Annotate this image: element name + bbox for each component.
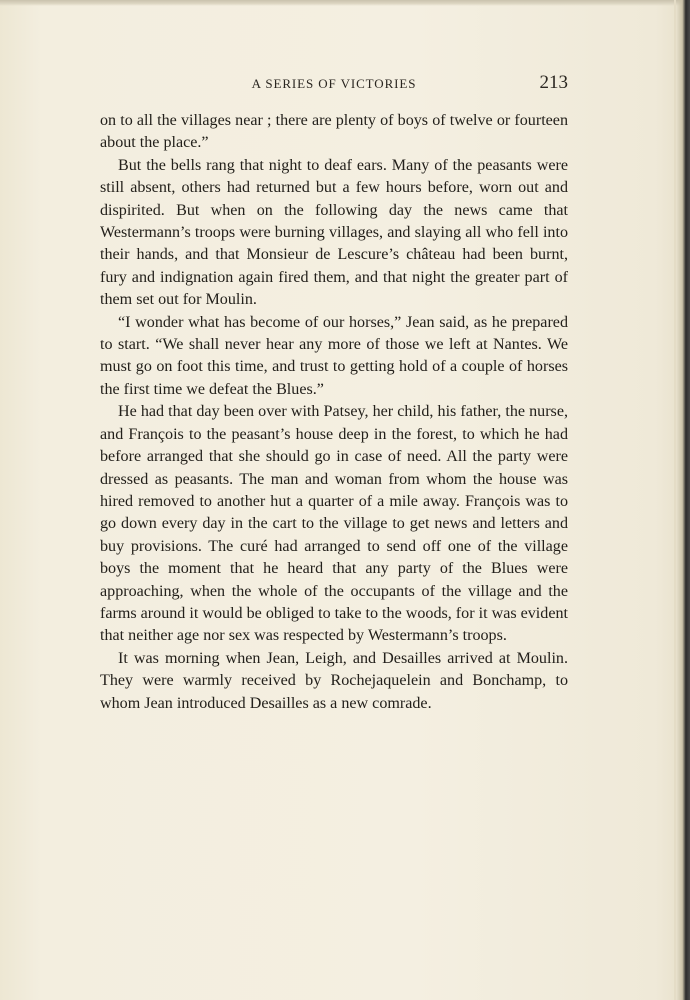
- body-text: [100, 110, 568, 715]
- book-edge-shadow: [676, 0, 690, 1000]
- top-rule: [0, 0, 690, 6]
- page-number: 213: [539, 72, 568, 93]
- paragraph-5: It was morning when Jean, Leigh, and Desailles arrived at Moulin. They were warmly received by Rochejaquelein and Bonchamp, to whom Jean introduced Desailles as a new comrade.: [100, 649, 568, 712]
- paragraph-1: on to all the villages near ; there are plenty of boys of twelve or fourteen about the place.”: [100, 112, 568, 152]
- paragraph-4: He had that day been over with Patsey, her child, his father, the nurse, and François to the peasant’s house deep in the forest, to which he had before arranged that she should go in case of need. All the party were dressed as peasants. The man and woman from whom the house was hired removed to another hut a quarter of a mile away. François was to go down every day in the cart to the village to get news and letters and buy provisions. The curé had arranged to send off one of the village boys the moment that he heard that any party of the Blues were approaching, when the whole of the occupants of the village and the farms around it would be obliged to take to the woods, for it was evident that neither age nor sex was respected by Westermann’s troops.: [100, 403, 568, 645]
- running-head: [100, 72, 568, 96]
- running-title: A SERIES OF VICTORIES: [251, 76, 417, 91]
- paragraph-2: But the bells rang that night to deaf ears. Many of the peasants were still absent, others had returned but a few hours before, worn out and dispirited. But when on the following day the news came that Westermann’s troops were burning villages, and slaying all who fell into their hands, and that Monsieur de Lescure’s château had been burnt, fury and indignation again fired them, and that night the greater part of them set out for Moulin.: [100, 156, 568, 309]
- paragraph-3: “I wonder what has become of our horses,” Jean said, as he prepared to start. “We shall never hear any more of those we left at Nantes. We must go on foot this time, and trust to getting hold of a couple of horses the first time we defeat the Blues.”: [100, 313, 568, 398]
